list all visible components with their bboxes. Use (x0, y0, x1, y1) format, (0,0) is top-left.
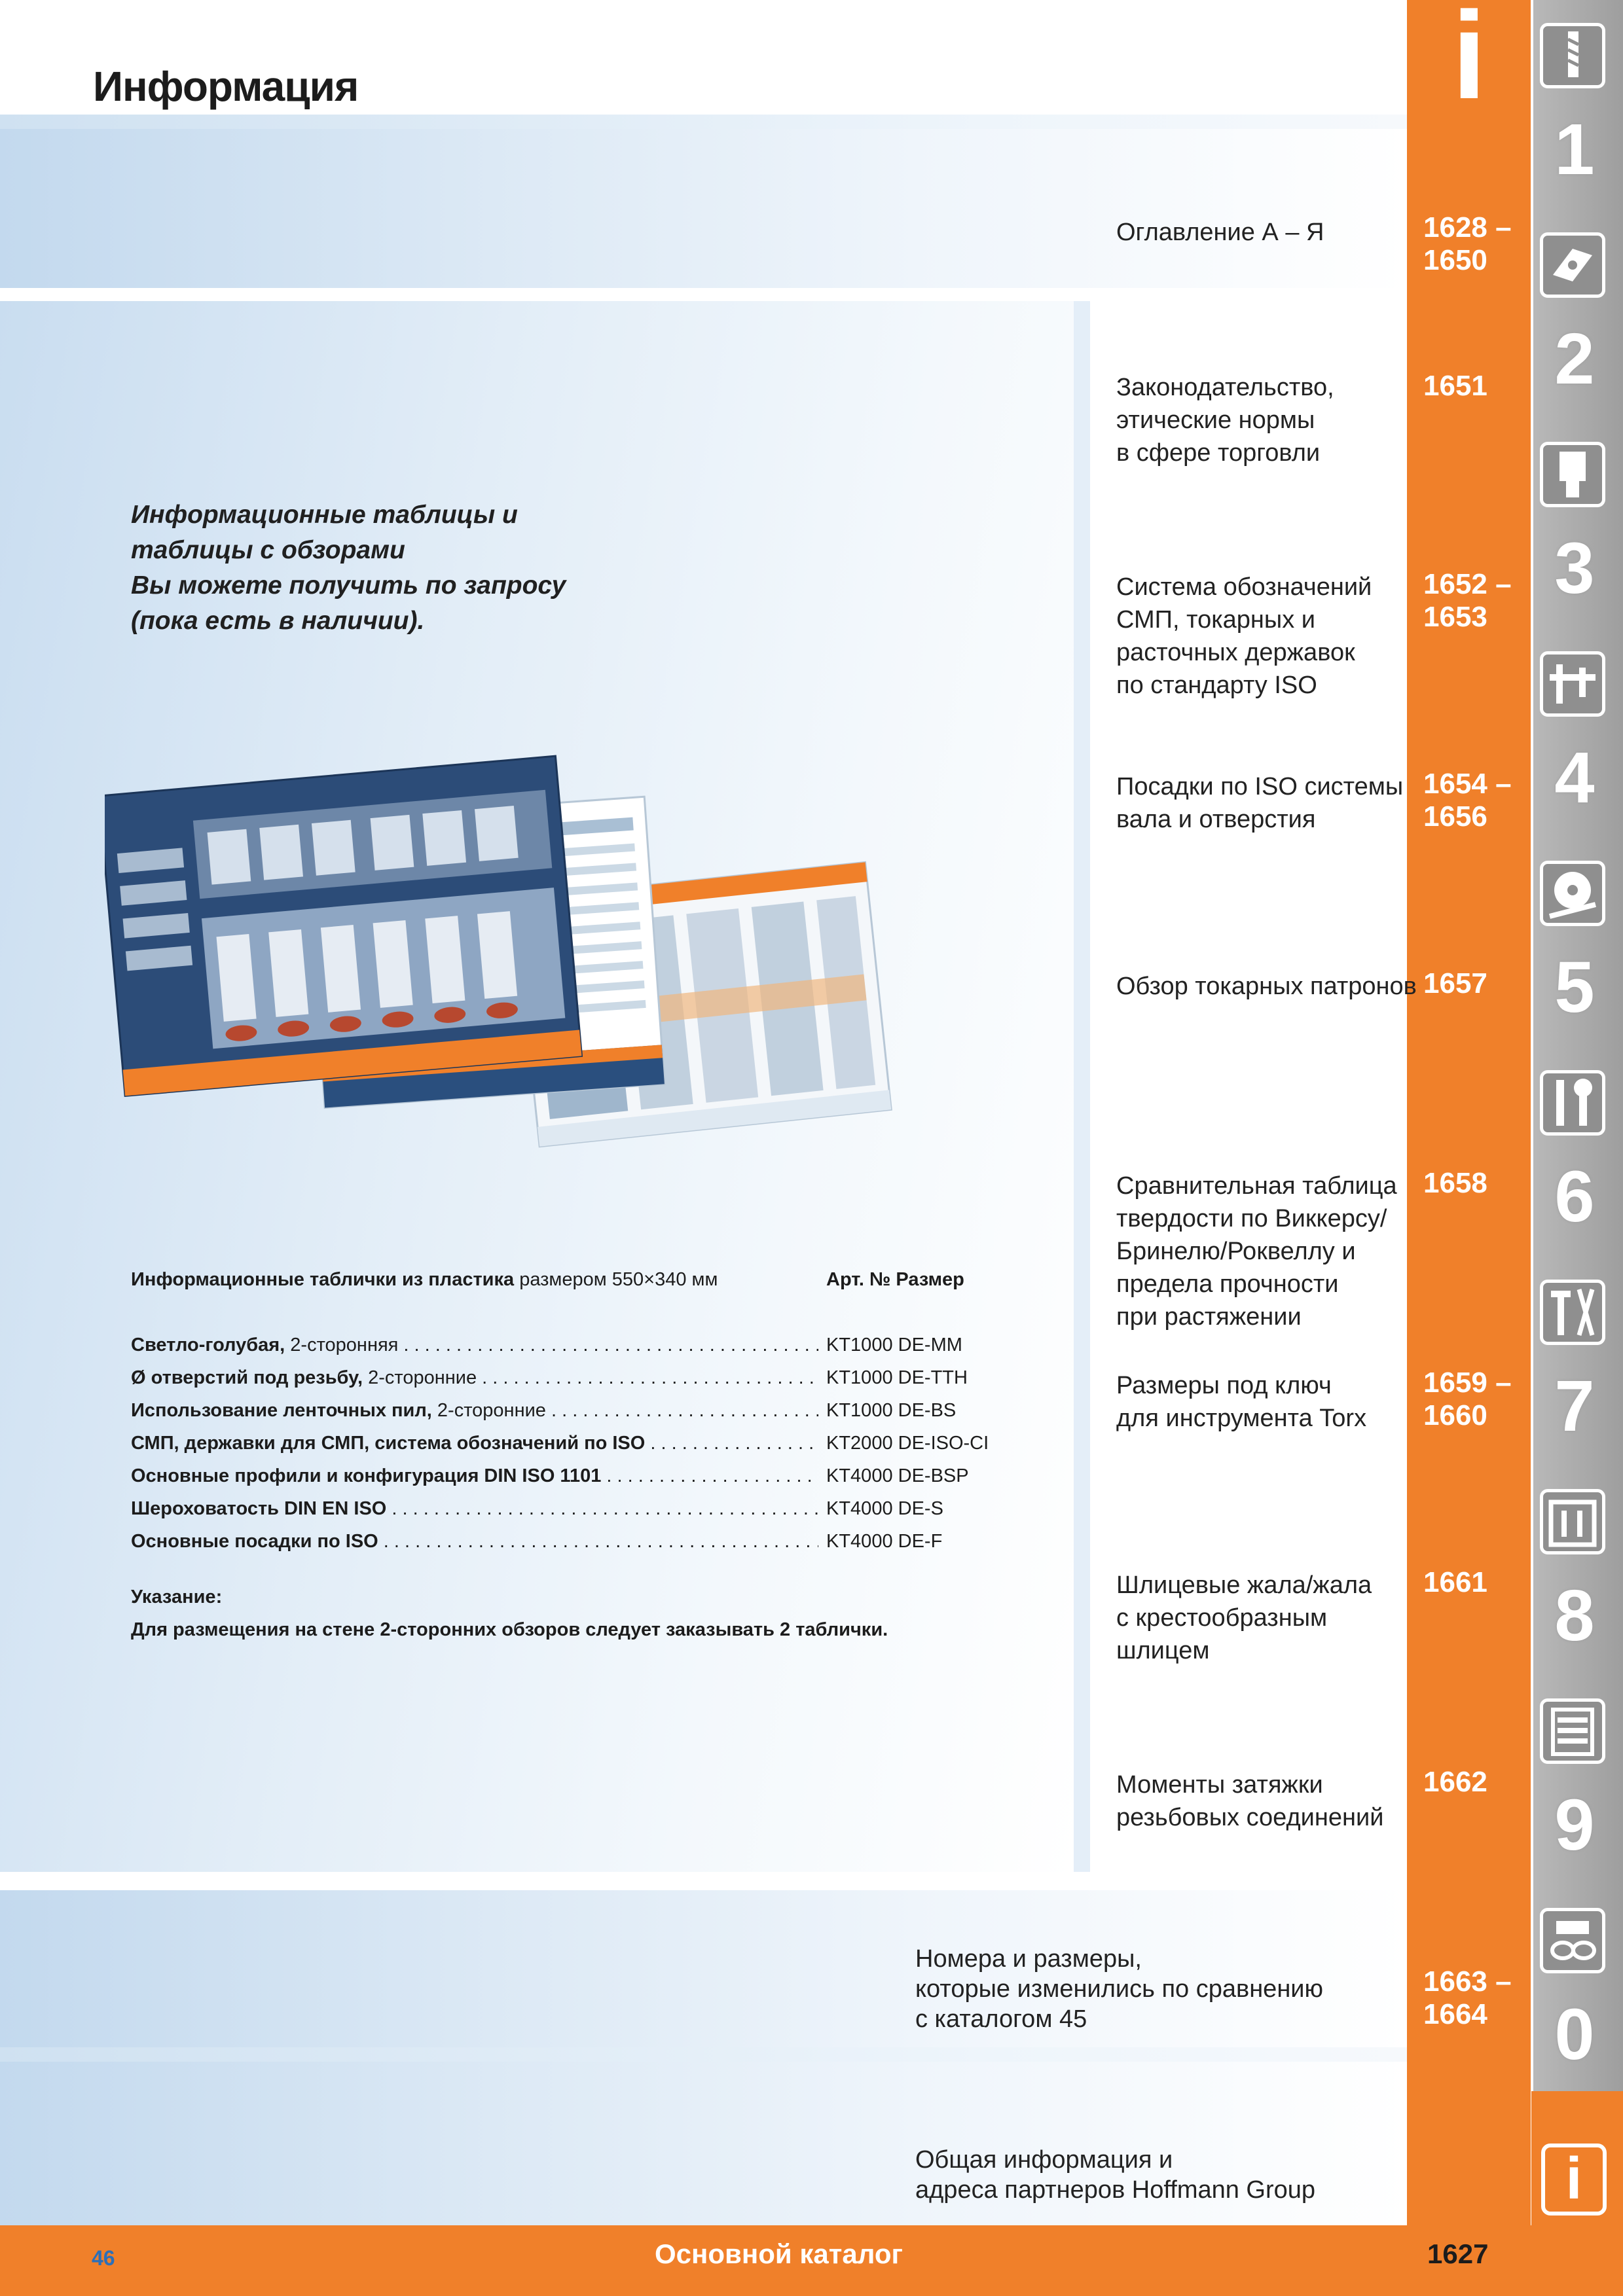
table-header-article: Арт. № Размер (826, 1269, 964, 1290)
info-icon: i (1541, 2144, 1607, 2215)
table-row[interactable]: Основные посадки по ISO . . . KT4000 DE-F (131, 1525, 982, 1558)
toc-entry-label[interactable]: Моменты затяжки резьбовых соединений (1116, 1771, 1384, 1831)
info-posters-image (105, 753, 1002, 1158)
tab-6[interactable]: 6 (1532, 1064, 1617, 1266)
toc-entry-label[interactable]: Размеры под ключ для инструмента Torx (1116, 1372, 1367, 1432)
article-code: KT4000 DE-BSP (826, 1465, 969, 1486)
toc-entry-label[interactable]: Система обозначений СМП, токарных и расточных державок по стандарту ISO (1116, 573, 1372, 699)
tab-3[interactable]: 3 (1532, 435, 1617, 638)
table-header-title: Информационные таблички из пластика (131, 1269, 515, 1290)
table-row[interactable]: Светло-голубая, 2-сторонняя . . . KT1000 DE-MM (131, 1329, 982, 1361)
toc-entry-pages[interactable]: 1651 (1423, 370, 1487, 402)
header-stripe (0, 115, 1407, 129)
lower-stripe (0, 2047, 1407, 2062)
footer-right-page: 1627 (1427, 2238, 1489, 2269)
table-header (131, 1263, 982, 1296)
info-glyph: i (1451, 0, 1487, 125)
plastic-plates-table (131, 1263, 989, 1646)
toc-entry-label[interactable]: Номера и размеры, которые изменились по сравнению с каталогом 45 (915, 1945, 1324, 2033)
toc-entry-pages[interactable]: 1662 (1423, 1766, 1487, 1798)
toc-entry-label[interactable]: Шлицевые жала/жала с крестообразным шлицем (1116, 1571, 1372, 1664)
article-code: KT1000 DE-TTH (826, 1367, 968, 1388)
table-row[interactable]: Основные профили и конфигурация DIN ISO 1101 . . . KT4000 DE-BSP (131, 1460, 982, 1492)
pliers-icon (1540, 1280, 1605, 1345)
toc-entry-pages[interactable]: 1628 – 1650 (1423, 211, 1512, 276)
toc-entry-label[interactable]: Законодательство, этические нормы в сфере торговли (1116, 374, 1334, 467)
tab-4[interactable]: 4 (1532, 645, 1617, 848)
caliper-icon (1540, 651, 1605, 717)
article-code: KT4000 DE-S (826, 1498, 943, 1519)
note-title: Указание: (131, 1587, 223, 1607)
toc-entry-pages[interactable]: 1652 – 1653 (1423, 568, 1512, 633)
toc-entry-label[interactable]: Посадки по ISO системы вала и отверстия (1116, 773, 1404, 833)
table-row[interactable]: СМП, державки для СМП, система обозначений по ISO . . . KT2000 DE-ISO-CI (131, 1427, 982, 1460)
insert-icon (1540, 232, 1605, 298)
article-code: KT1000 DE-MM (826, 1335, 962, 1355)
page-title: Информация (93, 63, 359, 110)
tool-case-icon (1540, 1489, 1605, 1554)
article-code: KT4000 DE-F (826, 1531, 943, 1552)
tab-info-active[interactable] (1531, 2091, 1623, 2296)
tab-7[interactable]: 7 (1532, 1273, 1617, 1476)
tab-8[interactable]: 8 (1532, 1482, 1617, 1685)
tab-1[interactable]: 1 (1532, 16, 1617, 219)
toc-entry-pages[interactable]: 1658 (1423, 1167, 1487, 1199)
promo-heading: Информационные таблицы и таблицы с обзорами Вы можете получить по запросу (пока есть в наличии). (131, 501, 566, 635)
table-row[interactable]: Ø отверстий под резьбу, 2-сторонние . . . KT1000 DE-TTH (131, 1361, 982, 1394)
tab-9[interactable]: 9 (1532, 1692, 1617, 1895)
tab-5[interactable]: 5 (1532, 854, 1617, 1057)
drill-icon (1540, 23, 1605, 88)
wrench-icon (1540, 1070, 1605, 1136)
toc-entry-pages[interactable]: 1654 – 1656 (1423, 768, 1512, 833)
toc-entry-label[interactable]: Сравнительная таблица твердости по Виккерсу/ Бринелю/Роквеллу и предела прочности при растяжении (1116, 1172, 1397, 1331)
table-row[interactable]: Использование ленточных пил, 2-сторонние . . . KT1000 DE-BS (131, 1394, 982, 1427)
tab-2[interactable]: 2 (1532, 226, 1617, 429)
header-band (0, 117, 1407, 288)
toc-entry-label[interactable]: Обзор токарных патронов (1116, 973, 1417, 1000)
article-code: KT2000 DE-ISO-CI (826, 1433, 989, 1454)
safety-goggles-icon (1540, 1908, 1605, 1973)
toc-entry-pages[interactable]: 1657 (1423, 967, 1487, 999)
toc-panel-edge (1074, 301, 1090, 1872)
tab-0[interactable]: 0 (1532, 1901, 1617, 2104)
chuck-icon (1540, 442, 1605, 507)
article-code: KT1000 DE-BS (826, 1400, 957, 1421)
grinding-disc-icon (1540, 861, 1605, 926)
toc-entry-pages[interactable]: 1661 (1423, 1566, 1487, 1598)
footer-left-page: 46 (92, 2246, 115, 2270)
toc-entry-label[interactable]: Оглавление А – Я (1116, 219, 1324, 246)
workbench-icon (1540, 1698, 1605, 1764)
toc-entry-label[interactable]: Общая информация и адреса партнеров Hoffmann Group (915, 2146, 1316, 2204)
footer-catalog-title: Основной каталог (655, 2238, 903, 2269)
note-text: Для размещения на стене 2-сторонних обзоров следует заказывать 2 таблички. (131, 1619, 888, 1640)
toc-entry-pages[interactable]: 1659 – 1660 (1423, 1367, 1512, 1431)
orange-column (1407, 0, 1531, 2225)
table-row[interactable]: Шероховатость DIN EN ISO . . . KT4000 DE-S (131, 1492, 982, 1525)
table-header-size: размером 550×340 мм (514, 1269, 718, 1290)
toc-entry-pages[interactable]: 1663 – 1664 (1423, 1965, 1512, 2030)
